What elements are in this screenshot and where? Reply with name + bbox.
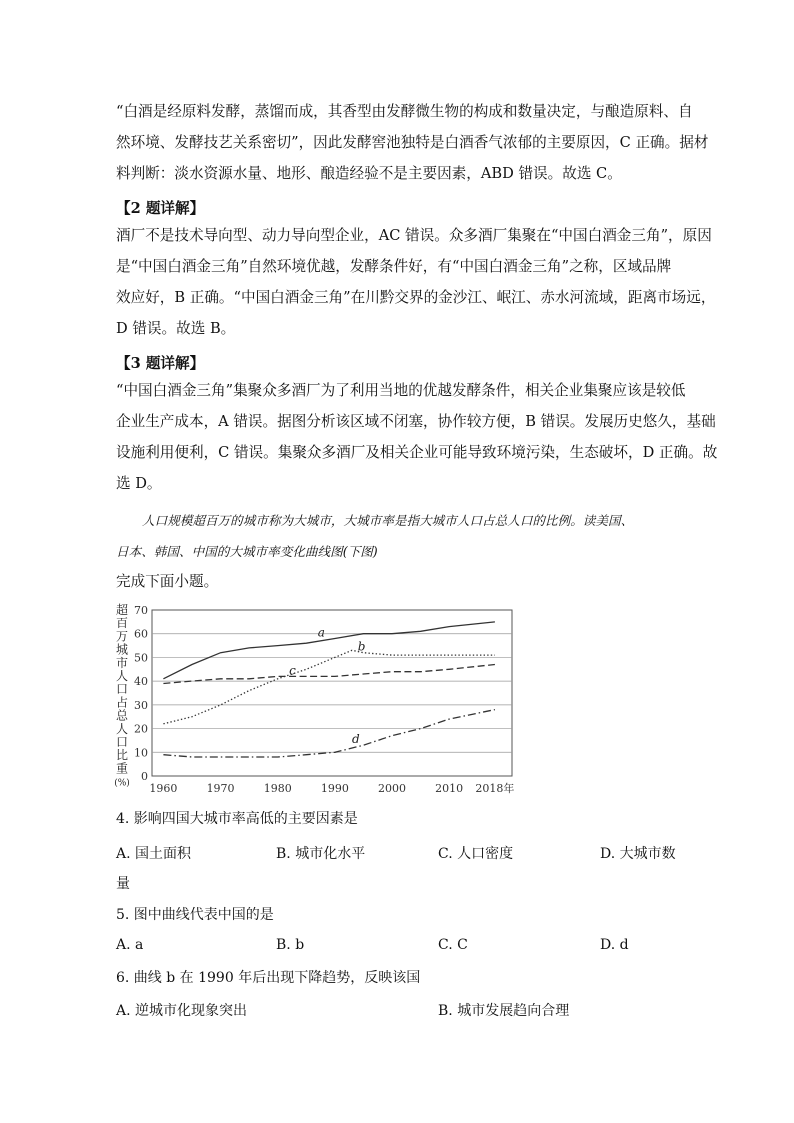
x-tick-label: 1980 [263, 782, 292, 795]
y-label-char: 人 [115, 721, 129, 736]
text-line: 选 D。 [116, 475, 162, 492]
text-line: 酒厂不是技术导向型、动力导向型企业，AC 错误。众多酒厂集聚在“中国白酒金三角”，原因 [116, 227, 712, 244]
series-line-d [163, 710, 495, 757]
y-tick-label: 50 [134, 651, 148, 665]
x-tick-label: 2018年 [475, 782, 515, 795]
y-label-char: 人 [115, 669, 129, 683]
x-tick-label: 1970 [206, 782, 235, 795]
y-tick-label: 0 [141, 770, 148, 783]
y-label-char: 占 [115, 695, 129, 710]
text-line: D 错误。故选 B。 [116, 320, 236, 337]
y-label-char: 口 [115, 682, 129, 697]
question-4-option-b: B. 城市化水平 [276, 846, 366, 862]
series-line-a [163, 622, 495, 679]
text-line: 效应好，B 正确。“中国白酒金三角”在川黔交界的金沙江、岷江、赤水河流域，距离市场远， [116, 289, 716, 306]
x-tick-label: 1990 [320, 782, 349, 795]
text-line: 是“中国白酒金三角”自然环境优越，发酵条件好，有“中国白酒金三角”之称，区域品牌 [116, 258, 672, 275]
y-tick-label: 40 [134, 675, 148, 689]
chart-series [163, 622, 495, 757]
series-line-c [163, 665, 495, 684]
y-label-char: 市 [115, 655, 129, 670]
explanation-q3 [116, 375, 718, 499]
y-label-char: (%) [114, 778, 130, 789]
text-line: 日本、韩国、中国的大城市率变化曲线图(下图) [116, 544, 378, 559]
x-tick-label: 2000 [378, 782, 406, 795]
heading-q2: 【2 题详解】 [116, 200, 205, 217]
question-6-option-a: A. 逆城市化现象突出 [116, 1003, 248, 1019]
x-tick-labels [149, 781, 514, 795]
text-line: “中国白酒金三角”集聚众多酒厂为了利用当地的优越发酵条件，相关企业集聚应该是较低 [116, 382, 686, 399]
explanation-q2 [116, 220, 716, 344]
series-label-c: c [289, 663, 296, 678]
explanation-q1 [116, 96, 709, 189]
question-6-option-b: B. 城市发展趋向合理 [438, 1003, 570, 1019]
series-label-d: d [352, 732, 360, 747]
y-tick-label: 20 [134, 722, 148, 736]
question-6-stem: 6. 曲线 b 在 1990 年后出现下降趋势，反映该国 [116, 970, 421, 986]
series-label-a: a [317, 625, 325, 640]
y-label-char: 比 [115, 748, 129, 763]
y-label-char: 万 [115, 629, 129, 644]
y-label-char: 总 [115, 708, 129, 723]
chart-grid [152, 610, 512, 776]
y-label-char: 城 [115, 642, 129, 657]
y-tick-label: 70 [134, 604, 148, 617]
y-tick-label: 60 [134, 627, 148, 641]
question-intro [116, 505, 686, 567]
question-4-option-a: A. 国土面积 [116, 846, 192, 862]
question-5-option-d: D. d [600, 937, 629, 953]
question-4-stem: 4. 影响四国大城市率高低的主要因素是 [116, 811, 358, 827]
x-tick-label: 1960 [149, 782, 178, 795]
question-4-option-d: D. 大城市数 [600, 846, 676, 862]
text-line: “白酒是经原料发酵，蒸馏而成，其香型由发酵微生物的构成和数量决定，与酿造原料、自 [116, 103, 693, 120]
text-line: 企业生产成本，A 错误。据图分析该区域不闭塞，协作较方便，B 错误。发展历史悠久，基础 [116, 413, 716, 430]
question-5-option-c: C. C [438, 937, 468, 953]
question-4-option-d-continuation: 量 [116, 876, 130, 892]
question-4-option-c: C. 人口密度 [438, 846, 514, 862]
text-line: 然环境、发酵技艺关系密切”，因此发酵窖池独特是白酒香气浓郁的主要原因，C 正确。据材 [116, 134, 709, 151]
x-tick-label: 2010 [435, 782, 464, 795]
y-label-char: 超 [115, 603, 129, 617]
y-tick-label: 30 [134, 698, 148, 712]
question-5-stem: 5. 图中曲线代表中国的是 [116, 907, 274, 923]
series-line-b [163, 650, 495, 724]
y-axis-label [114, 602, 130, 789]
question-5-option-a: A. a [116, 937, 144, 953]
heading-q3: 【3 题详解】 [116, 355, 205, 372]
y-tick-label: 10 [134, 746, 148, 760]
plot-frame [152, 610, 512, 776]
instruction: 完成下面小题。 [116, 573, 219, 590]
urbanization-chart [112, 600, 532, 800]
y-tick-labels [134, 604, 148, 783]
y-label-char: 百 [115, 616, 129, 631]
y-label-char: 口 [115, 735, 129, 749]
y-label-char: 重 [115, 761, 129, 776]
text-line: 料判断：淡水资源水量、地形、酿造经验不是主要因素，ABD 错误。故选 C。 [116, 165, 622, 182]
question-5-option-b: B. b [276, 937, 305, 953]
text-line: 人口规模超百万的城市称为大城市，大城市率是指大城市人口占总人口的比例。读美国、 [142, 513, 634, 528]
text-line: 设施利用便利，C 错误。集聚众多酒厂及相关企业可能导致环境污染，生态破坏，D 正确。故 [116, 444, 718, 461]
series-label-b: b [357, 639, 366, 654]
